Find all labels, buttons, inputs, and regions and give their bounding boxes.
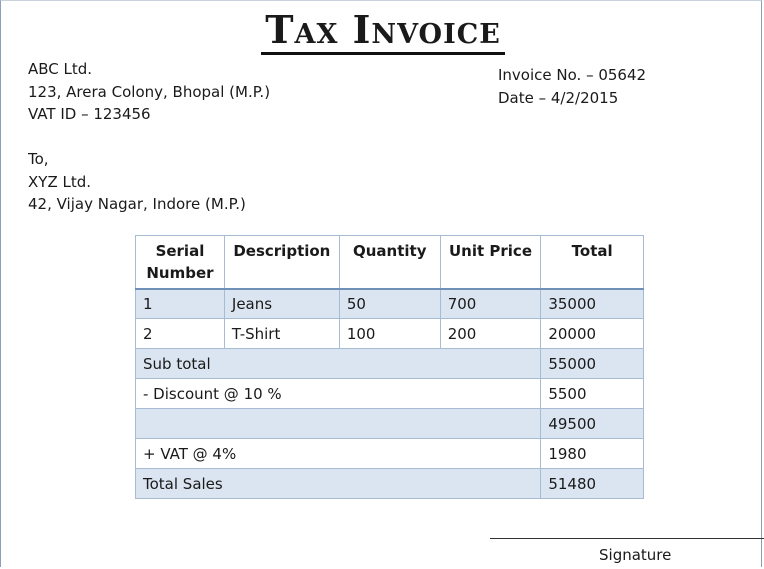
cell-serial: 1 xyxy=(136,289,225,319)
cell-quantity: 100 xyxy=(339,319,440,349)
invoice-table xyxy=(135,235,644,499)
summary-label: Sub total xyxy=(136,349,541,379)
buyer-name: XYZ Ltd. xyxy=(28,172,92,191)
summary-value: 1980 xyxy=(541,439,644,469)
invoice-meta xyxy=(498,64,646,109)
seller-address: 123, Arera Colony, Bhopal (M.P.) xyxy=(28,82,271,101)
summary-label: - Discount @ 10 % xyxy=(136,379,541,409)
summary-row-discount xyxy=(136,379,644,409)
invoice-number: Invoice No. – 05642 xyxy=(498,66,647,84)
table-row xyxy=(136,319,644,349)
header-description: Description xyxy=(224,236,339,289)
header-total: Total xyxy=(541,236,644,289)
summary-row-vat xyxy=(136,439,644,469)
cell-total: 35000 xyxy=(541,289,644,319)
summary-row-subtotal xyxy=(136,349,644,379)
header-quantity: Quantity xyxy=(339,236,440,289)
seller-name: ABC Ltd. xyxy=(28,60,93,78)
cell-description: T-Shirt xyxy=(224,319,339,349)
invoice-date: Date – 4/2/2015 xyxy=(498,88,619,107)
signature-label: Signature xyxy=(599,546,672,564)
seller-vat: VAT ID – 123456 xyxy=(28,105,151,123)
cell-quantity: 50 xyxy=(339,289,440,319)
buyer-address: 42, Vijay Nagar, Indore (M.P.) xyxy=(28,195,246,213)
cell-description: Jeans xyxy=(224,289,339,319)
header-unit-price: Unit Price xyxy=(440,236,541,289)
summary-value: 5500 xyxy=(541,379,644,409)
signature-line xyxy=(490,538,764,539)
cell-total: 20000 xyxy=(541,319,644,349)
cell-unit-price: 200 xyxy=(440,319,541,349)
summary-value: 51480 xyxy=(541,469,644,499)
summary-label: Total Sales xyxy=(136,469,541,499)
seller-block xyxy=(28,58,270,126)
buyer-block xyxy=(28,148,246,216)
summary-label xyxy=(136,409,541,439)
table-header-row xyxy=(136,236,644,289)
cell-unit-price: 700 xyxy=(440,289,541,319)
cell-serial: 2 xyxy=(136,319,225,349)
summary-value: 49500 xyxy=(541,409,644,439)
table-row xyxy=(136,289,644,319)
summary-value: 55000 xyxy=(541,349,644,379)
summary-row-after-discount xyxy=(136,409,644,439)
invoice-title: Tax Invoice xyxy=(1,7,764,55)
header-serial: Serial Number xyxy=(136,236,225,289)
summary-label: + VAT @ 4% xyxy=(136,439,541,469)
summary-row-total-sales xyxy=(136,469,644,499)
buyer-to-label: To, xyxy=(28,150,49,168)
